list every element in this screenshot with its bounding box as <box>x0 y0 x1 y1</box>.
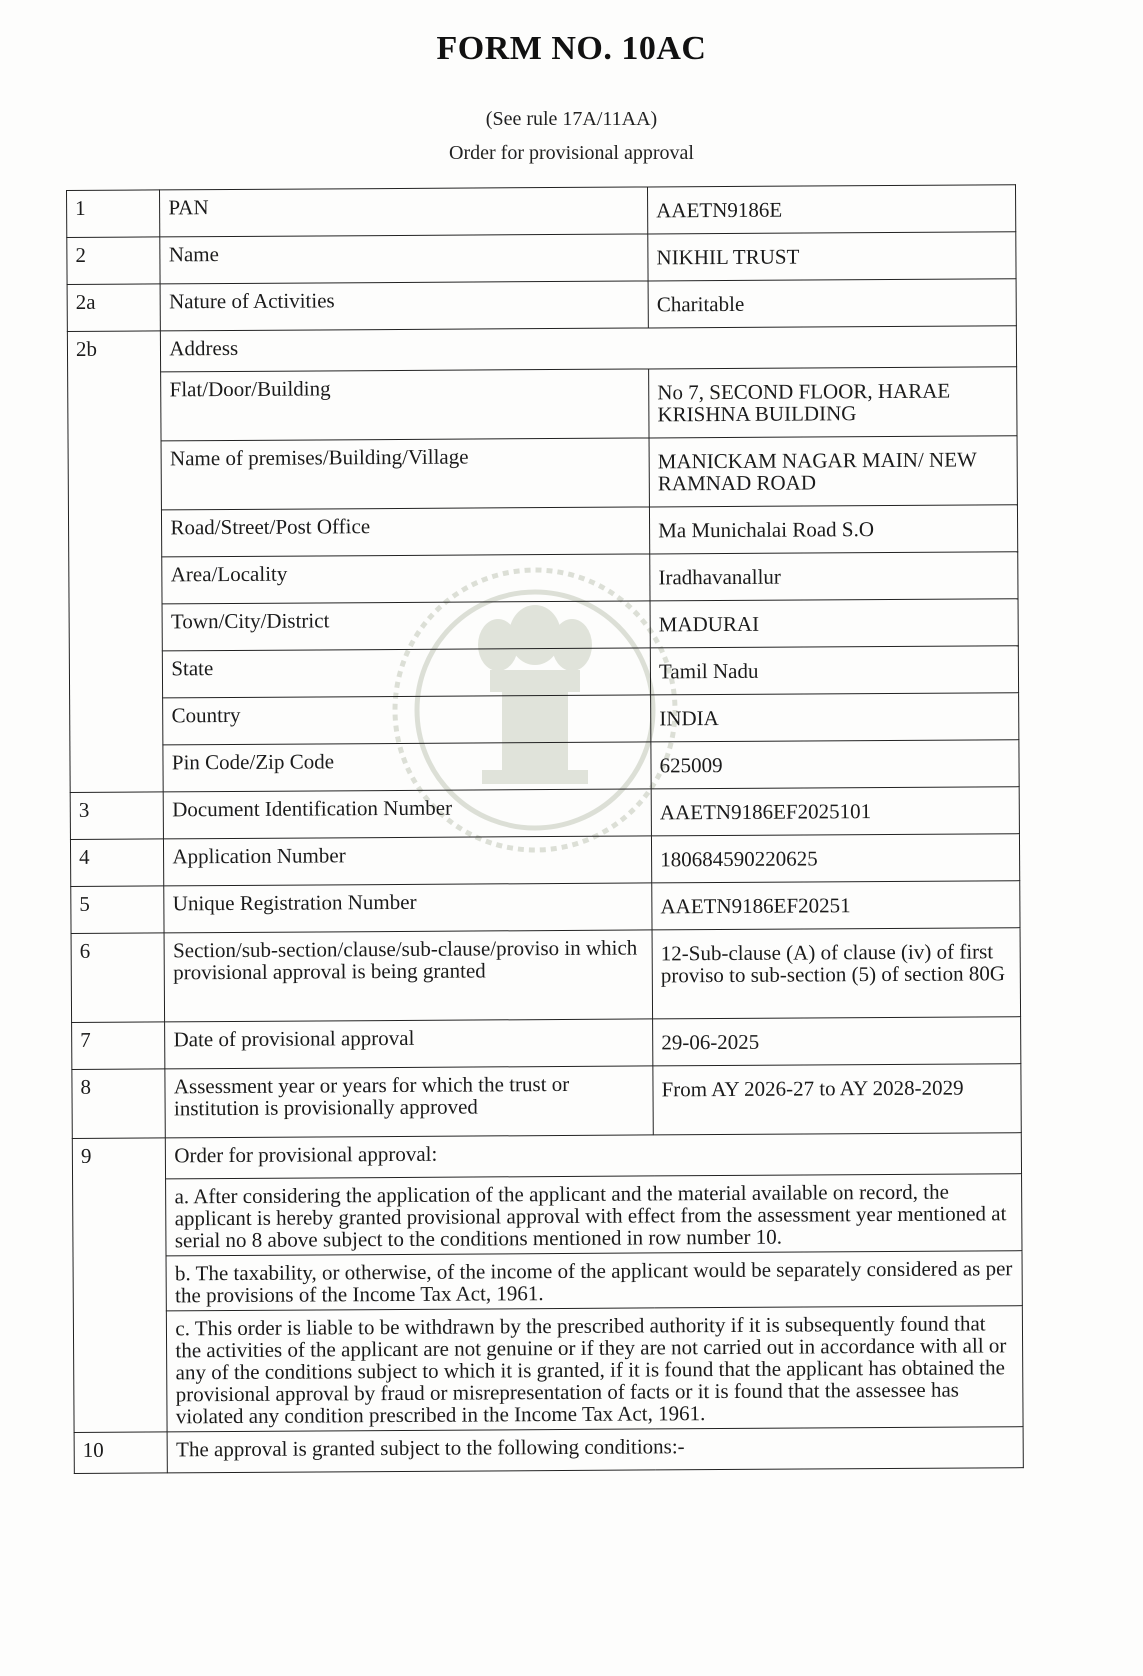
field-value-road: Ma Munichalai Road S.O <box>650 505 1018 554</box>
row-number: 3 <box>70 792 164 840</box>
row-number: 6 <box>71 933 165 1023</box>
field-label-address: Address <box>161 326 1017 372</box>
table-row <box>68 505 1017 558</box>
field-value-nature: Charitable <box>648 279 1016 328</box>
order-paragraph-c: c. This order is liable to be withdrawn by the prescribed authority if it is subsequently found that the activities of the applicant are not genuine or if they are not carried out in accordance with all or any of the conditions subject to which it is granted, if it is found that the applicant has obtained the provisional approval by fraud or misrepresentation of facts or it is found that the assessee has violated any condition prescribed in the Income Tax Act, 1961. <box>167 1306 1023 1432</box>
field-label-date: Date of provisional approval <box>165 1019 653 1069</box>
field-value-assessment-year: From AY 2026-27 to AY 2028-2029 <box>653 1064 1021 1135</box>
row-number: 10 <box>74 1432 168 1474</box>
table-row <box>67 185 1016 238</box>
table-row <box>72 1133 1021 1180</box>
table-row <box>71 928 1021 1023</box>
table-row <box>71 881 1020 934</box>
table-row <box>67 326 1016 373</box>
field-value-state: Tamil Nadu <box>650 646 1018 695</box>
table-row <box>74 1427 1023 1474</box>
field-label-application: Application Number <box>164 836 652 886</box>
field-label-state: State <box>163 648 651 698</box>
table-row <box>70 693 1019 746</box>
table-row <box>73 1306 1023 1433</box>
field-label-section: Section/sub-section/clause/sub-clause/proviso in which provisional approval is being granted <box>164 930 652 1022</box>
row-number: 2b <box>67 331 163 793</box>
field-label-name: Name <box>160 234 648 284</box>
row-number: 7 <box>72 1022 166 1070</box>
field-value-flat: No 7, SECOND FLOOR, HARAE KRISHNA BUILDING <box>649 367 1017 438</box>
field-label-area: Area/Locality <box>162 554 650 604</box>
field-label-conditions: The approval is granted subject to the following conditions:- <box>167 1427 1023 1473</box>
field-label-nature: Nature of Activities <box>160 281 648 331</box>
field-label-urn: Unique Registration Number <box>164 883 652 933</box>
field-value-country: INDIA <box>651 693 1019 742</box>
field-label-country: Country <box>163 695 651 745</box>
field-value-urn: AAETN9186EF20251 <box>652 881 1020 930</box>
table-row <box>69 646 1018 699</box>
field-label-premises: Name of premises/Building/Village <box>161 438 649 510</box>
table-row <box>69 552 1018 605</box>
table-row <box>67 232 1016 285</box>
row-number: 1 <box>67 190 161 238</box>
field-label-din: Document Identification Number <box>164 789 652 839</box>
field-value-pan: AAETN9186E <box>648 185 1016 234</box>
field-label-pan: PAN <box>160 187 648 237</box>
table-row <box>70 834 1019 887</box>
rule-reference: (See rule 17A/11AA) <box>485 108 658 130</box>
row-number: 2 <box>67 237 161 285</box>
field-value-date: 29-06-2025 <box>653 1017 1021 1066</box>
row-number: 9 <box>72 1138 167 1433</box>
field-label-pin: Pin Code/Zip Code <box>163 742 651 792</box>
table-row <box>67 279 1016 332</box>
table-row <box>69 599 1018 652</box>
field-label-town: Town/City/District <box>162 601 650 651</box>
table-row <box>73 1251 1022 1312</box>
table-row <box>73 1174 1022 1257</box>
field-label-assessment-year: Assessment year or years for which the trust or institution is provisionally approved <box>165 1066 653 1138</box>
field-label-order: Order for provisional approval: <box>166 1133 1022 1179</box>
form-subtitle: Order for provisional approval <box>449 142 694 164</box>
field-label-flat: Flat/Door/Building <box>161 369 649 441</box>
field-value-pin: 625009 <box>651 740 1019 789</box>
table-row <box>72 1017 1021 1070</box>
field-value-din: AAETN9186EF2025101 <box>651 787 1019 836</box>
field-value-town: MADURAI <box>650 599 1018 648</box>
table-row <box>72 1064 1021 1139</box>
field-value-application: 180684590220625 <box>652 834 1020 883</box>
table-row <box>70 787 1019 840</box>
row-number: 2a <box>67 284 161 332</box>
field-label-road: Road/Street/Post Office <box>162 507 650 557</box>
field-value-name: NIKHIL TRUST <box>648 232 1016 281</box>
field-value-area: Iradhavanallur <box>650 552 1018 601</box>
row-number: 4 <box>70 839 164 887</box>
order-paragraph-a: a. After considering the application of the applicant and the material available on record, the applicant is hereby granted provisional approval with effect from the assessment year mentioned at serial no 8 above subject to the conditions mentioned in row number 10. <box>166 1174 1022 1256</box>
row-number: 8 <box>72 1069 166 1139</box>
order-paragraph-b: b. The taxability, or otherwise, of the income of the applicant would be separately considered as per the provisions of the Income Tax Act, 1961. <box>166 1251 1022 1311</box>
table-row <box>68 367 1017 442</box>
form-title: FORM NO. 10AC <box>436 30 707 67</box>
field-value-section: 12-Sub-clause (A) of clause (iv) of first proviso to sub-section (5) of section 80G <box>652 928 1020 1019</box>
row-number: 5 <box>71 886 165 934</box>
table-row <box>68 436 1017 511</box>
field-value-premises: MANICKAM NAGAR MAIN/ NEW RAMNAD ROAD <box>649 436 1017 507</box>
approval-form-table <box>66 184 1024 1474</box>
table-row <box>70 740 1019 793</box>
